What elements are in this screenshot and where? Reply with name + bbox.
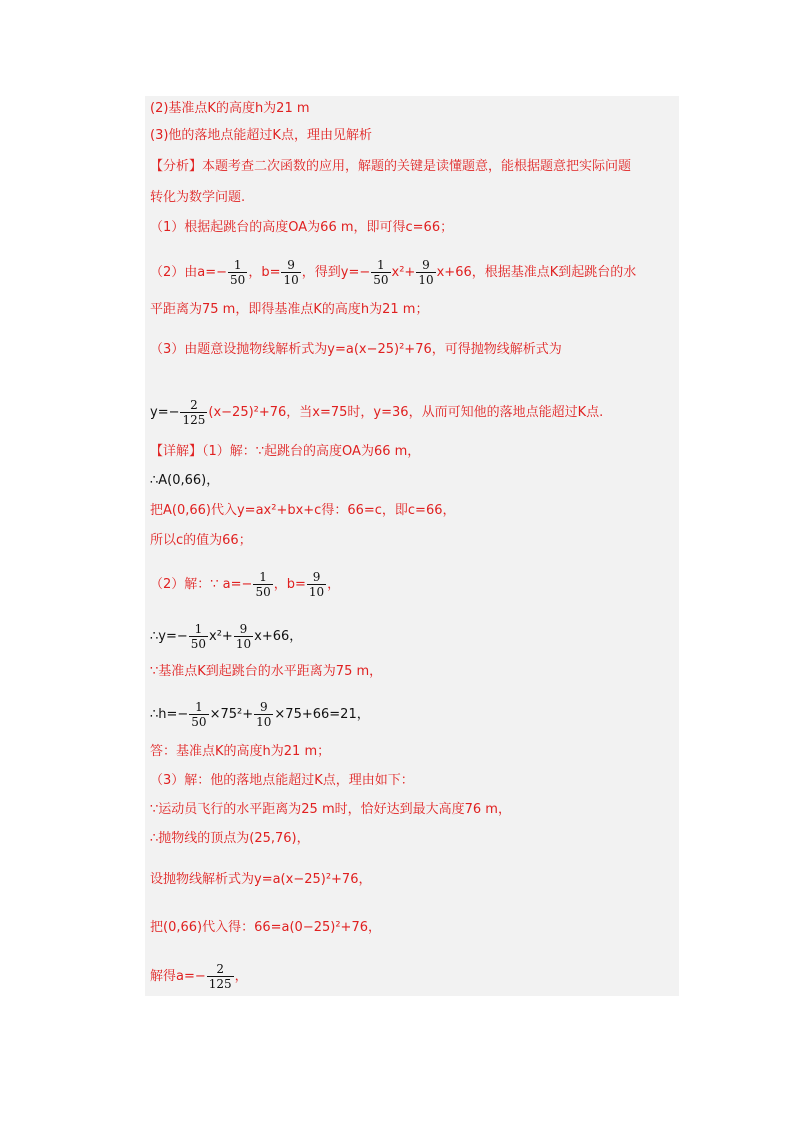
analysis-line-1: 【分析】本题考查二次函数的应用，解题的关键是读懂题意，能根据题意把实际问题 [150, 159, 632, 174]
detail-equation: ∴y=− $\frac{1}{50}$ x²+ $\frac{9}{10}$ x+66， [150, 622, 303, 651]
analysis-line-2: 转化为数学问题. [150, 190, 246, 205]
fraction-2-125: $\frac{2}{125}$ [182, 398, 206, 427]
detail-substitute-point: 把(0,66)代入得：66=a(0−25)²+76， [150, 920, 381, 935]
fraction-9-10: $\frac{9}{10}$ [418, 258, 434, 287]
fraction-9-10: $\frac{9}{10}$ [235, 622, 252, 651]
detail-parabola-form: 设抛物线解析式为y=a(x−25)²+76， [150, 872, 372, 887]
detail-substitute: 把A(0,66)代入y=ax²+bx+c得：66=c，即c=66， [150, 503, 456, 518]
fraction-1-50: $\frac{1}{50}$ [373, 258, 389, 287]
detail-part-1: 【详解】（1）解：∵起跳台的高度OA为66 m， [150, 444, 421, 459]
detail-c-value: 所以c的值为66； [150, 533, 252, 548]
detail-part-3: （3）解：他的落地点能超过K点，理由如下： [150, 773, 414, 788]
detail-distance: ∵基准点K到起跳台的水平距离为75 m， [150, 664, 383, 679]
detail-answer-2: 答：基准点K的高度h为21 m； [150, 744, 331, 759]
answer-part-2: (2)基准点K的高度h为21 m [150, 101, 310, 116]
fraction-1-50: $\frac{1}{50}$ [255, 570, 271, 599]
detail-vertex-reason: ∵运动员飞行的水平距离为25 m时，恰好达到最大高度76 m， [150, 802, 511, 817]
analysis-step-1: （1）根据起跳台的高度OA为66 m，即可得c=66； [150, 220, 454, 235]
fraction-9-10: $\frac{9}{10}$ [283, 258, 299, 287]
answer-part-3: (3)他的落地点能超过K点，理由见解析 [150, 128, 372, 143]
fraction-9-10: $\frac{9}{10}$ [308, 570, 325, 599]
analysis-step-2-cont: 平距离为75 m，即得基准点K的高度h为21 m； [150, 302, 429, 317]
fraction-9-10: $\frac{9}{10}$ [256, 700, 272, 729]
detail-point-a: ∴A(0,66)， [150, 473, 220, 488]
detail-solve-a: 解得a=− $\frac{2}{125}$ ， [150, 962, 248, 991]
detail-height-calc: ∴h=− $\frac{1}{50}$ ×75²+ $\frac{9}{10}$ ×75+66=21， [150, 700, 370, 729]
fraction-2-125: $\frac{2}{125}$ [208, 962, 232, 991]
fraction-1-50: $\frac{1}{50}$ [191, 700, 207, 729]
fraction-1-50: $\frac{1}{50}$ [190, 622, 207, 651]
detail-part-2: （2）解：∵ a=− $\frac{1}{50}$ ，b= $\frac{9}{10}$ ， [150, 570, 341, 599]
analysis-step-3-cont: y=− $\frac{2}{125}$ (x−25)²+76，当x=75时，y=36，从而可知他的落地点能超过K点. [150, 398, 604, 427]
analysis-step-2: （2）由a=− $\frac{1}{50}$ ，b= $\frac{9}{10}$ ，得到y=− $\frac{1}{50}$ x²+ $\frac{9}{10}$ x+66，根据基准点K到起跳台的水 [150, 258, 637, 287]
analysis-step-3: （3）由题意设抛物线解析式为y=a(x−25)²+76，可得抛物线解析式为 [150, 342, 562, 357]
fraction-1-50: $\frac{1}{50}$ [230, 258, 246, 287]
detail-vertex: ∴抛物线的顶点为(25,76)， [150, 831, 310, 846]
